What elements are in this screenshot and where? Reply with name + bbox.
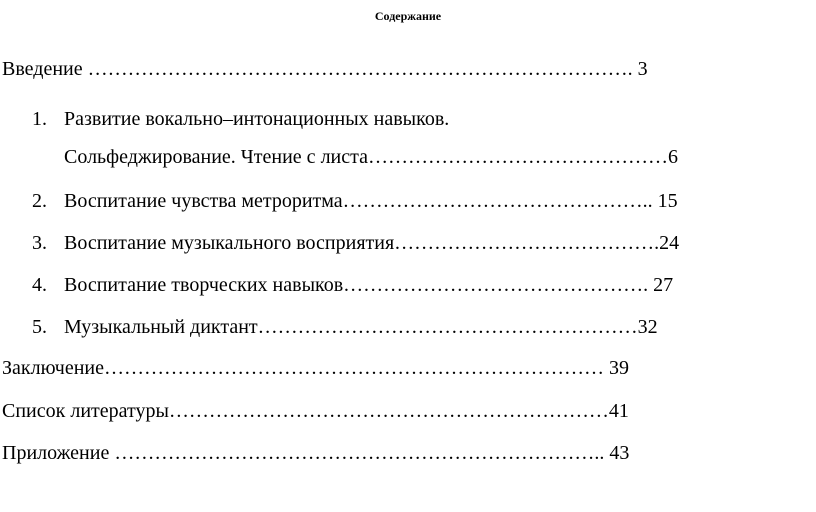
toc-entry-conclusion: Заключение………………………………………………………………… 39 — [2, 357, 629, 379]
toc-entry-number: 2. — [32, 190, 47, 212]
toc-entry-2: Воспитание чувства метроритма……………………………………….. 15 — [64, 190, 678, 212]
page-title: Содержание — [374, 9, 442, 23]
toc-entry-references: Список литературы…………………………………………………………41 — [2, 400, 629, 422]
toc-entry-3: Воспитание музыкального восприятия………………………………….24 — [64, 232, 680, 254]
toc-entry-4: Воспитание творческих навыков………………………………………. 27 — [64, 274, 674, 296]
toc-entry-5: Музыкальный диктант…………………………………………………32 — [64, 316, 658, 338]
toc-entry-appendix: Приложение ……………………………………………………………….. 43 — [2, 442, 630, 464]
toc-entry-number: 3. — [32, 232, 47, 254]
toc-entry-intro: Введение ………………………………………………………………………. 3 — [2, 58, 648, 80]
toc-entry-1: Развитие вокально–интонационных навыков. — [64, 108, 450, 130]
toc-entry-number: 1. — [32, 108, 47, 130]
toc-entry-number: 5. — [32, 316, 47, 338]
toc-entry-number: 4. — [32, 274, 47, 296]
toc-entry-1-continued: Сольфеджирование. Чтение с листа………………………………………6 — [64, 146, 678, 168]
